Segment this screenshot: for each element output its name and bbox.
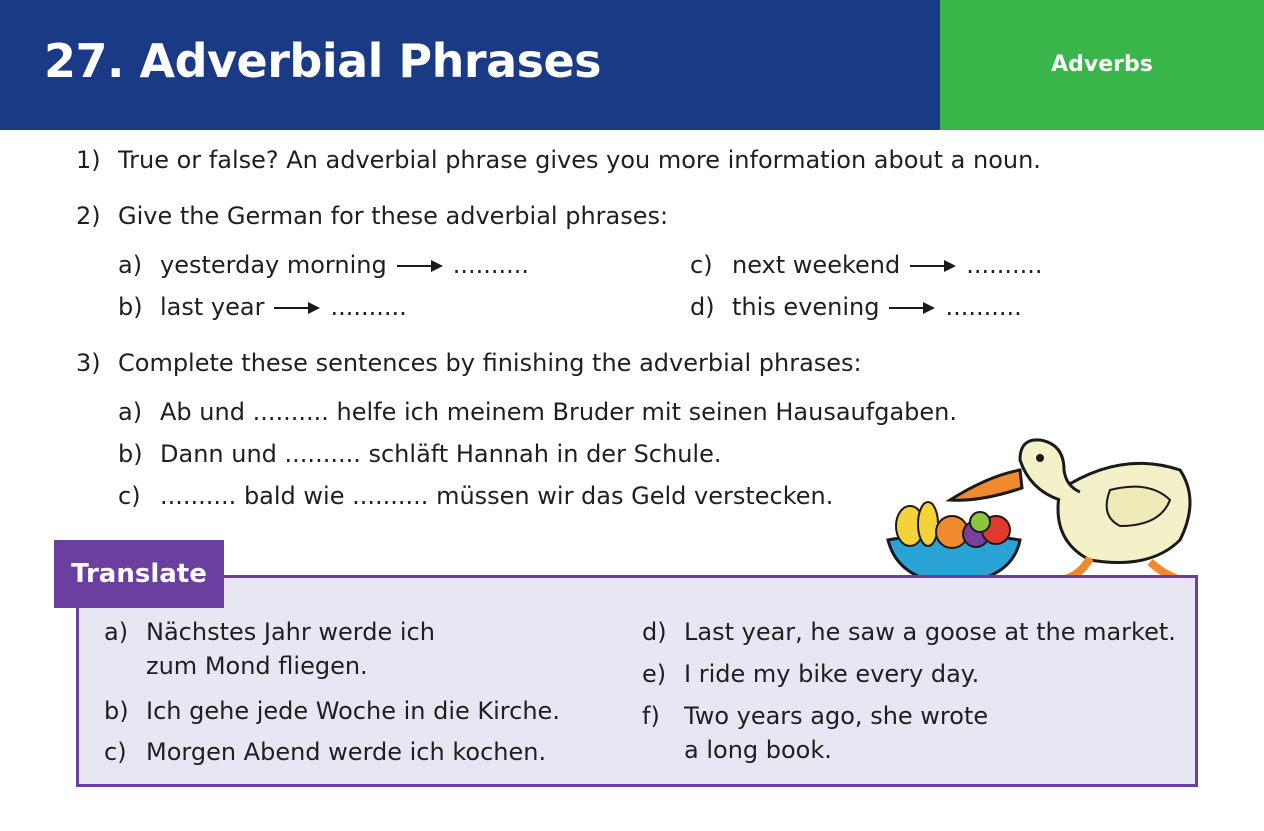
sentence-start: Ab und xyxy=(160,398,245,426)
item-label: c) xyxy=(118,482,141,510)
goose-with-fruit-bowl-icon xyxy=(880,430,1210,590)
translate-item-b xyxy=(104,694,560,728)
answer-blank: .......... xyxy=(945,293,1022,321)
item-label: a) xyxy=(118,398,143,426)
translate-text: Nächstes Jahr werde ich xyxy=(146,618,435,646)
q2-item-b xyxy=(118,292,407,322)
topic-label: Adverbs xyxy=(1051,52,1153,77)
sentence-start: Dann und xyxy=(160,440,277,468)
sentence-end: helfe ich meinem Bruder mit seinen Hausaufgaben. xyxy=(336,398,957,426)
item-label: f) xyxy=(642,702,660,730)
question-text: Complete these sentences by finishing the adverbial phrases: xyxy=(118,349,862,377)
translate-item-d xyxy=(642,615,1176,649)
item-label: b) xyxy=(118,440,143,468)
q3-item-a xyxy=(118,397,957,427)
translate-text: Last year, he saw a goose at the market. xyxy=(684,618,1176,646)
item-label: d) xyxy=(642,618,667,646)
translate-item-e xyxy=(642,657,979,691)
sentence-end: müssen wir das Geld verstecken. xyxy=(436,482,834,510)
item-label: c) xyxy=(104,738,127,766)
answer-blank: .......... xyxy=(330,293,407,321)
translate-item-f xyxy=(642,699,988,767)
answer-blank: .......... xyxy=(452,251,529,279)
question-1 xyxy=(76,145,1041,175)
translate-text: Morgen Abend werde ich kochen. xyxy=(146,738,547,766)
question-2 xyxy=(76,201,668,231)
item-label: a) xyxy=(118,251,143,279)
arrow-right-icon xyxy=(274,298,320,318)
sentence-end: schläft Hannah in der Schule. xyxy=(368,440,722,468)
question-text: True or false? An adverbial phrase gives you more information about a noun. xyxy=(118,146,1041,174)
sentence-middle: bald wie xyxy=(243,482,345,510)
q2-item-a xyxy=(118,250,529,280)
answer-blank: .......... xyxy=(966,251,1043,279)
answer-blank: .......... xyxy=(284,440,361,468)
question-number: 2) xyxy=(76,202,101,230)
arrow-right-icon xyxy=(889,298,935,318)
translate-text-continued: zum Mond fliegen. xyxy=(146,652,368,680)
translate-text: Ich gehe jede Woche in die Kirche. xyxy=(146,697,560,725)
item-label: b) xyxy=(104,697,129,725)
translate-tab xyxy=(54,540,224,608)
question-number: 1) xyxy=(76,146,101,174)
translate-text: I ride my bike every day. xyxy=(684,660,980,688)
question-text: Give the German for these adverbial phrases: xyxy=(118,202,669,230)
q3-item-b xyxy=(118,439,721,469)
item-label: d) xyxy=(690,293,715,321)
item-label: e) xyxy=(642,660,667,688)
header-bar xyxy=(0,0,940,130)
translate-title: Translate xyxy=(71,559,207,589)
item-label: b) xyxy=(118,293,143,321)
answer-blank: .......... xyxy=(352,482,429,510)
translate-item-a xyxy=(104,615,435,683)
item-label: a) xyxy=(104,618,129,646)
item-text: this evening xyxy=(732,293,880,321)
topic-tab xyxy=(940,0,1264,130)
question-3 xyxy=(76,348,862,378)
item-text: yesterday morning xyxy=(160,251,387,279)
translate-item-c xyxy=(104,735,546,769)
arrow-right-icon xyxy=(397,256,443,276)
q2-item-d xyxy=(690,292,1022,322)
item-text: next weekend xyxy=(732,251,901,279)
q3-item-c xyxy=(118,481,833,511)
q2-item-c xyxy=(690,250,1043,280)
answer-blank: .......... xyxy=(252,398,329,426)
arrow-right-icon xyxy=(910,256,956,276)
translate-text-continued: a long book. xyxy=(684,736,832,764)
question-number: 3) xyxy=(76,349,101,377)
translate-text: Two years ago, she wrote xyxy=(684,702,989,730)
item-text: last year xyxy=(160,293,265,321)
item-label: c) xyxy=(690,251,713,279)
page-title: 27. Adverbial Phrases xyxy=(44,34,602,88)
answer-blank: .......... xyxy=(160,482,237,510)
